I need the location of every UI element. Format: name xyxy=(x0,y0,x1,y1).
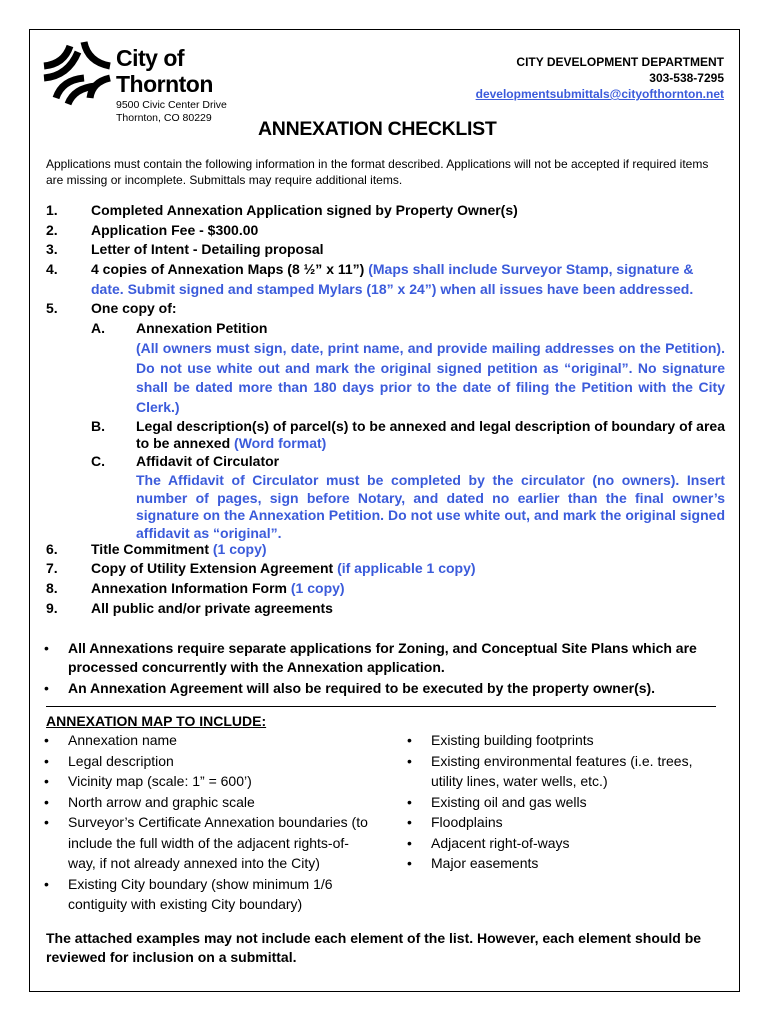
item-text-note: date. Submit signed and stamped Mylars (18” x 24”) when all issues have been addressed. xyxy=(91,281,694,297)
item-text: Letter of Intent - Detailing proposal xyxy=(91,241,324,257)
logo-text-city: City of xyxy=(116,45,185,71)
item-text: Application Fee - $300.00 xyxy=(91,222,259,238)
bullet-dot: • xyxy=(44,640,49,656)
list-item: • Existing environmental features (i.e. trees, utility lines, water wells, etc.) xyxy=(407,752,693,789)
item-text xyxy=(91,261,693,277)
list-item: • Vicinity map (scale: 1” = 600’) xyxy=(44,771,374,792)
item-number: 8. xyxy=(46,580,58,596)
item-text-main: Annexation Information Form xyxy=(91,580,291,596)
list-item: • Existing oil and gas wells xyxy=(407,792,707,813)
sub-letter: C. xyxy=(91,453,105,469)
list-item: • North arrow and graphic scale xyxy=(44,792,374,813)
bullet-dot: • xyxy=(407,752,412,769)
item-text-note: (if applicable 1 copy) xyxy=(337,560,476,576)
footer-note: The attached examples may not include each element of the list. However, each element should be reviewed for inclusion on a submittal. xyxy=(46,930,702,965)
bullet-dot: • xyxy=(44,773,49,789)
bullet-dot: • xyxy=(44,732,49,748)
item-number: 4. xyxy=(46,261,58,277)
list-item: • Legal description xyxy=(44,751,374,772)
sub-note: (All owners must sign, date, print name, and provide mailing addresses on the Petition). Do not use white out and mark the original signed petition as “original”. No signature shall be dated more than 180 days prior to the date of filing the Petition with the City Clerk.) xyxy=(136,340,725,415)
list-item: • Existing building footprints xyxy=(407,730,707,751)
logo-text-thornton: Thornton xyxy=(116,71,213,97)
sub-letter: A. xyxy=(91,320,105,336)
divider xyxy=(46,706,716,707)
bullet-dot: • xyxy=(44,680,49,696)
item-text: Completed Annexation Application signed by Property Owner(s) xyxy=(91,202,518,218)
item-number: 6. xyxy=(46,541,58,557)
list-item: • Floodplains xyxy=(407,812,707,833)
item-number: 5. xyxy=(46,300,58,316)
department-name: CITY DEVELOPMENT DEPARTMENT xyxy=(516,55,724,69)
item-text-note: (1 copy) xyxy=(212,541,267,557)
address-street: 9500 Civic Center Drive xyxy=(116,99,227,111)
address-city: Thornton, CO 80229 xyxy=(116,112,212,124)
item-text xyxy=(91,541,267,557)
item-text-note: (Maps shall include Surveyor Stamp, signature & xyxy=(368,261,694,277)
bullet-dot: • xyxy=(407,814,412,830)
sub-note: The Affidavit of Circulator must be completed by the circulator (no owners). Insert number of pages, sign before Notary, and dated no earlier than the final owner’s signature on the Annexation Petition. Do not use white out, and mark the original signed affidavit as “original”. xyxy=(136,472,725,541)
bullet-dot: • xyxy=(44,814,49,830)
item-text-main: 4 copies of Annexation Maps (8 ½” x 11”) xyxy=(91,261,369,277)
bullet-dot: • xyxy=(407,855,412,871)
map-heading: ANNEXATION MAP TO INCLUDE: xyxy=(46,713,267,729)
sub-text-main: Legal description(s) of parcel(s) to be annexed and legal description of boundary of area to be annexed xyxy=(136,418,725,451)
item-number: 7. xyxy=(46,560,58,576)
bullet-dot: • xyxy=(407,834,412,851)
item-text xyxy=(91,560,476,576)
item-number: 9. xyxy=(46,600,58,616)
map-list-left xyxy=(44,730,374,915)
list-item: • Annexation name xyxy=(44,730,374,751)
department-phone: 303-538-7295 xyxy=(649,71,724,85)
bullet-text: All Annexations require separate applications for Zoning, and Conceptual Site Plans which are processed concurrently with the Annexation application. xyxy=(68,640,697,675)
item-text xyxy=(91,580,345,596)
bullet-dot: • xyxy=(407,793,412,810)
sub-text xyxy=(136,418,725,452)
bullet-text: An Annexation Agreement will also be required to be executed by the property owner(s). xyxy=(68,680,656,696)
item-text-main: Title Commitment xyxy=(91,541,213,557)
department-email-link[interactable]: developmentsubmittals@cityofthornton.net xyxy=(475,87,724,101)
item-text-note: (1 copy) xyxy=(290,580,345,596)
list-item: • Adjacent right-of-ways xyxy=(407,833,707,854)
item-text: One copy of: xyxy=(91,300,177,316)
page-title: ANNEXATION CHECKLIST xyxy=(258,118,497,140)
sub-letter: B. xyxy=(91,418,105,434)
item-text-main: Copy of Utility Extension Agreement xyxy=(91,560,338,576)
sub-text-note: (Word format) xyxy=(234,435,327,451)
item-number: 1. xyxy=(46,202,58,218)
bullet-dot: • xyxy=(44,793,49,810)
list-item: • Existing City boundary (show minimum 1/6 contiguity with existing City boundary) xyxy=(44,875,333,912)
item-number: 3. xyxy=(46,241,58,257)
item-text: All public and/or private agreements xyxy=(91,600,333,616)
bullet-dot: • xyxy=(44,752,49,769)
item-number: 2. xyxy=(46,222,58,238)
map-list-right xyxy=(407,730,707,874)
bullet-dot: • xyxy=(407,732,412,748)
intro-text: Applications must contain the following information in the format described. Applications will not be accepted if required items are missing or incomplete. Submittals may require additional items. xyxy=(46,157,709,187)
list-item: • Major easements xyxy=(407,853,707,874)
sub-title: Affidavit of Circulator xyxy=(136,453,280,469)
list-item: • Surveyor’s Certificate Annexation boundaries (to include the full width of the adjacent rights-of-way, if not already annexed into the City) xyxy=(44,814,368,871)
sub-title: Annexation Petition xyxy=(136,320,268,336)
department-block xyxy=(476,54,724,102)
bullet-dot: • xyxy=(44,875,49,892)
